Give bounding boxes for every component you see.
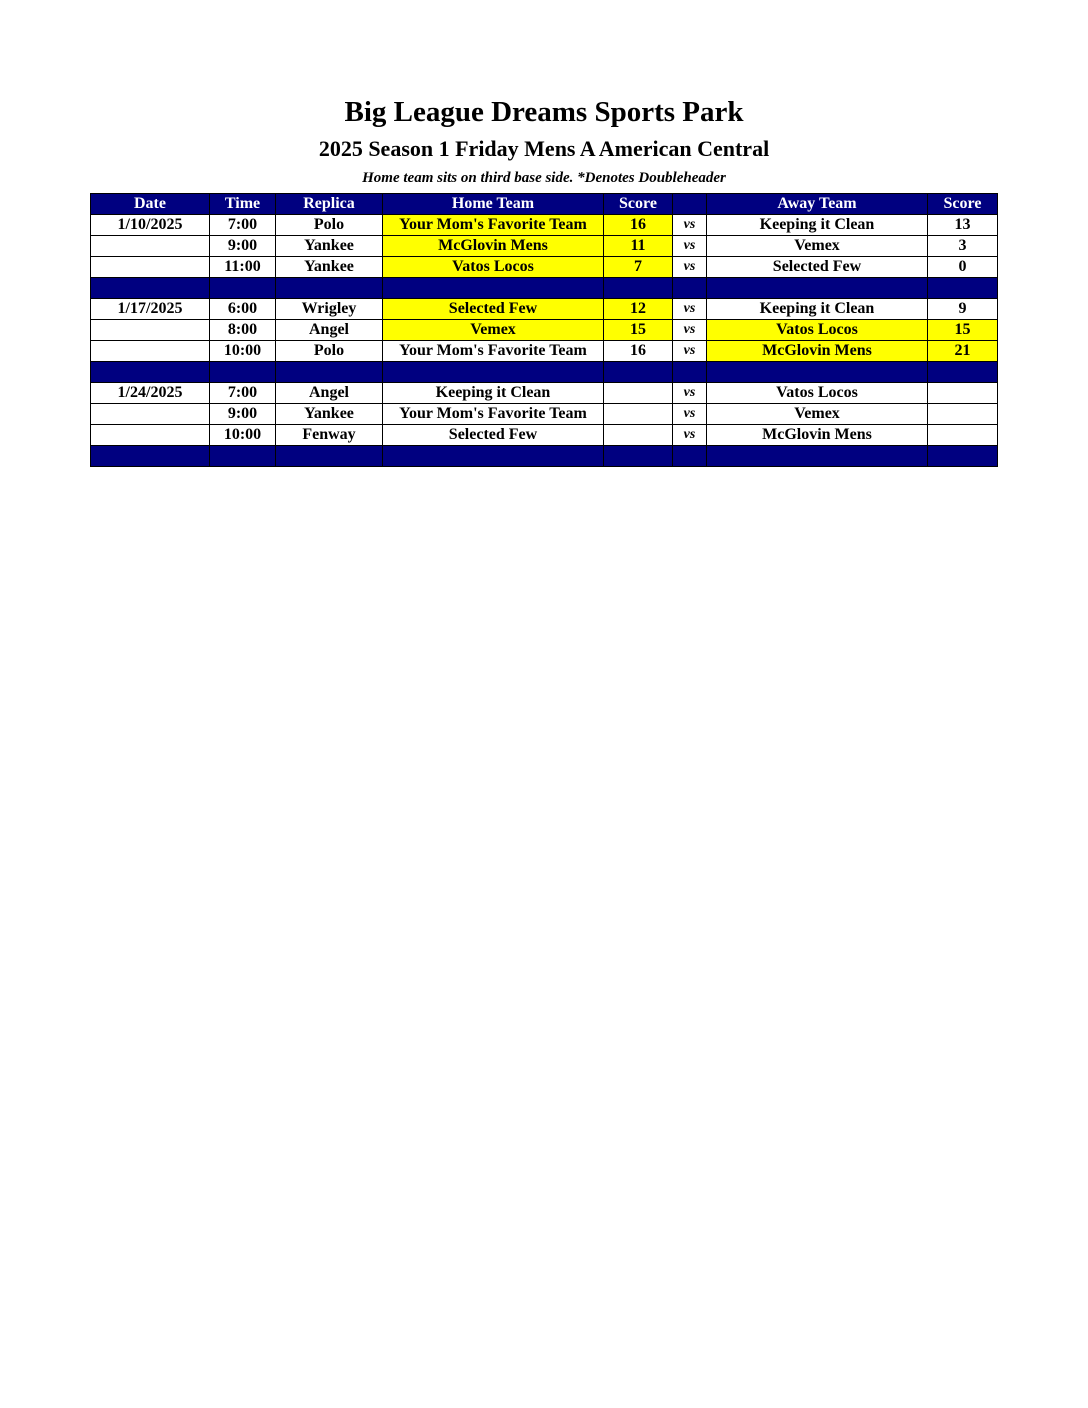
cell-replica: Yankee — [276, 404, 383, 425]
separator-cell — [707, 446, 928, 467]
separator-row — [91, 362, 998, 383]
cell-vs: vs — [673, 320, 707, 341]
cell-date: 1/10/2025 — [91, 215, 210, 236]
separator-cell — [673, 278, 707, 299]
cell-away-score: 13 — [928, 215, 998, 236]
separator-cell — [276, 278, 383, 299]
cell-time: 7:00 — [210, 383, 276, 404]
cell-away-team: Vatos Locos — [707, 320, 928, 341]
cell-replica: Wrigley — [276, 299, 383, 320]
cell-vs: vs — [673, 383, 707, 404]
cell-replica: Angel — [276, 320, 383, 341]
col-header-away-score: Score — [928, 194, 998, 215]
cell-home-team: McGlovin Mens — [383, 236, 604, 257]
cell-date — [91, 404, 210, 425]
cell-time: 10:00 — [210, 341, 276, 362]
cell-date: 1/24/2025 — [91, 383, 210, 404]
cell-away-score: 15 — [928, 320, 998, 341]
col-header-home-score: Score — [604, 194, 673, 215]
separator-cell — [210, 446, 276, 467]
cell-home-team: Selected Few — [383, 425, 604, 446]
cell-away-score: 3 — [928, 236, 998, 257]
separator-cell — [928, 278, 998, 299]
col-header-time: Time — [210, 194, 276, 215]
cell-away-team: Keeping it Clean — [707, 215, 928, 236]
cell-replica: Fenway — [276, 425, 383, 446]
cell-home-score: 15 — [604, 320, 673, 341]
cell-away-team: Vemex — [707, 404, 928, 425]
separator-cell — [91, 446, 210, 467]
separator-cell — [210, 278, 276, 299]
cell-date: 1/17/2025 — [91, 299, 210, 320]
table-row — [91, 404, 998, 425]
cell-home-score: 7 — [604, 257, 673, 278]
cell-replica: Angel — [276, 383, 383, 404]
cell-home-team: Keeping it Clean — [383, 383, 604, 404]
col-header-replica: Replica — [276, 194, 383, 215]
table-row — [91, 236, 998, 257]
cell-date — [91, 320, 210, 341]
table-row — [91, 320, 998, 341]
cell-vs: vs — [673, 425, 707, 446]
separator-cell — [210, 362, 276, 383]
cell-time: 6:00 — [210, 299, 276, 320]
page-subtitle: 2025 Season 1 Friday Mens A American Central — [318, 136, 770, 161]
cell-home-score: 16 — [604, 341, 673, 362]
separator-cell — [383, 446, 604, 467]
col-header-away-team: Away Team — [707, 194, 928, 215]
cell-vs: vs — [673, 257, 707, 278]
separator-cell — [928, 362, 998, 383]
table-row — [91, 257, 998, 278]
cell-away-score: 0 — [928, 257, 998, 278]
table-row — [91, 425, 998, 446]
cell-home-score: 12 — [604, 299, 673, 320]
table-row — [91, 215, 998, 236]
table-row — [91, 383, 998, 404]
separator-cell — [604, 278, 673, 299]
cell-home-team: Vatos Locos — [383, 257, 604, 278]
cell-time: 11:00 — [210, 257, 276, 278]
col-header-vs — [673, 194, 707, 215]
cell-vs: vs — [673, 341, 707, 362]
cell-vs: vs — [673, 215, 707, 236]
cell-home-score — [604, 404, 673, 425]
separator-cell — [928, 446, 998, 467]
cell-time: 8:00 — [210, 320, 276, 341]
cell-vs: vs — [673, 404, 707, 425]
table-row — [91, 299, 998, 320]
cell-home-team: Your Mom's Favorite Team — [383, 215, 604, 236]
separator-cell — [383, 278, 604, 299]
separator-cell — [673, 446, 707, 467]
cell-date — [91, 257, 210, 278]
cell-away-score: 21 — [928, 341, 998, 362]
cell-away-score — [928, 383, 998, 404]
cell-away-team: McGlovin Mens — [707, 425, 928, 446]
separator-cell — [604, 362, 673, 383]
separator-cell — [707, 362, 928, 383]
separator-row — [91, 278, 998, 299]
page-title: Big League Dreams Sports Park — [344, 96, 744, 128]
cell-replica: Polo — [276, 215, 383, 236]
cell-home-score — [604, 425, 673, 446]
cell-time: 9:00 — [210, 404, 276, 425]
cell-away-score: 9 — [928, 299, 998, 320]
cell-time: 10:00 — [210, 425, 276, 446]
cell-date — [91, 425, 210, 446]
cell-home-score — [604, 383, 673, 404]
cell-vs: vs — [673, 299, 707, 320]
separator-cell — [91, 278, 210, 299]
table-row — [91, 341, 998, 362]
cell-away-score — [928, 425, 998, 446]
separator-cell — [383, 362, 604, 383]
cell-away-team: Selected Few — [707, 257, 928, 278]
cell-time: 9:00 — [210, 236, 276, 257]
cell-home-team: Your Mom's Favorite Team — [383, 404, 604, 425]
cell-home-score: 11 — [604, 236, 673, 257]
separator-cell — [91, 362, 210, 383]
separator-cell — [276, 446, 383, 467]
cell-away-team: McGlovin Mens — [707, 341, 928, 362]
separator-cell — [707, 278, 928, 299]
col-header-date: Date — [91, 194, 210, 215]
separator-cell — [604, 446, 673, 467]
cell-replica: Polo — [276, 341, 383, 362]
cell-home-team: Selected Few — [383, 299, 604, 320]
cell-away-team: Vemex — [707, 236, 928, 257]
table-header-row — [91, 194, 998, 215]
cell-replica: Yankee — [276, 236, 383, 257]
separator-cell — [276, 362, 383, 383]
cell-home-score: 16 — [604, 215, 673, 236]
separator-cell — [673, 362, 707, 383]
cell-date — [91, 341, 210, 362]
cell-home-team: Vemex — [383, 320, 604, 341]
cell-time: 7:00 — [210, 215, 276, 236]
cell-away-team: Vatos Locos — [707, 383, 928, 404]
cell-replica: Yankee — [276, 257, 383, 278]
separator-row — [91, 446, 998, 467]
cell-away-score — [928, 404, 998, 425]
cell-away-team: Keeping it Clean — [707, 299, 928, 320]
schedule-table — [90, 193, 998, 467]
cell-vs: vs — [673, 236, 707, 257]
cell-date — [91, 236, 210, 257]
schedule-note: Home team sits on third base side. *Denotes Doubleheader — [362, 170, 726, 186]
cell-home-team: Your Mom's Favorite Team — [383, 341, 604, 362]
col-header-home-team: Home Team — [383, 194, 604, 215]
